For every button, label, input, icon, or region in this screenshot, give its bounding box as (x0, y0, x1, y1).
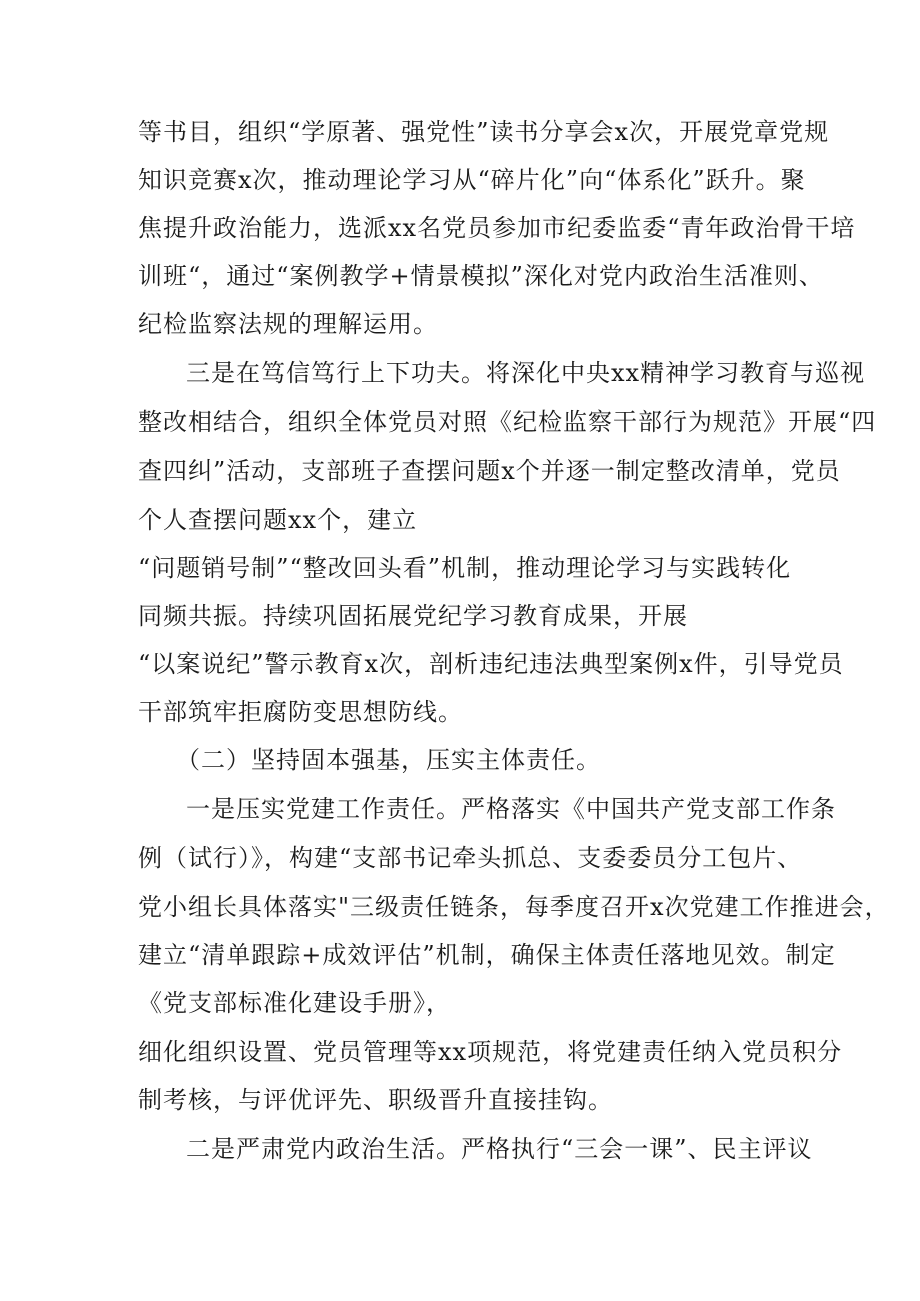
text-line: 整改相结合，组织全体党员对照《纪检监察干部行为规范》开展“四 (138, 408, 877, 436)
text-line: 建立“清单跟踪+成效评估”机制，确保主体责任落地见效。制定 (138, 941, 836, 969)
text-line: “问题销号制”“整改回头看”机制，推动理论学习与实践转化 (138, 554, 792, 582)
text-line: 同频共振。持续巩固拓展党纪学习教育成果，开展 (138, 602, 688, 630)
text-line: 训班“，通过“案例教学+情景模拟”深化对党内政治生活准则、 (138, 262, 824, 290)
text-line: 细化组织设置、党员管理等xx项规范，将党建责任纳入党员积分 (138, 1038, 843, 1066)
text-line: 查四纠”活动，支部班子查摆问题x个并逐一制定整改清单，党员 (138, 457, 841, 485)
text-line: 知识竞赛x次，推动理论学习从“碎片化”向“体系化”跃升。聚 (138, 166, 806, 194)
paragraph-start-line: 一是压实党建工作责任。严格落实《中国共产党支部工作条 (186, 795, 836, 823)
paragraph-start-line: 二是严肃党内政治生活。严格执行“三会一课”、民主评议 (186, 1135, 813, 1163)
text-line: 纪检监察法规的理解运用。 (138, 310, 438, 338)
section-heading: （二）坚持固本强基，压实主体责任。 (176, 746, 601, 774)
paragraph-start-line: 三是在笃信笃行上下功夫。将深化中央xx精神学习教育与巡视 (186, 359, 866, 387)
text-line: 等书目，组织“学原著、强党性”读书分享会x次，开展党章党规 (138, 118, 830, 146)
text-line: “以案说纪”警示教育x次，剖析违纪违法典型案例x件，引导党员 (138, 650, 844, 678)
text-line: 《党支部标准化建设手册》， (138, 989, 451, 1017)
text-line: 制考核，与评优评先、职级晋升直接挂钩。 (138, 1086, 613, 1114)
text-line: 例（试行）》，构建“支部书记牵头抓总、支委委员分工包片、 (138, 844, 803, 872)
text-line: 干部筑牢拒腐防变思想防线。 (138, 698, 463, 726)
text-line: 焦提升政治能力，选派xx名党员参加市纪委监委“青年政治骨干培 (138, 214, 856, 242)
text-line: 个人查摆问题xx个，建立 (138, 506, 418, 534)
text-line: 党小组长具体落实"三级责任链条，每季度召开x次党建工作推进会， (138, 893, 890, 921)
